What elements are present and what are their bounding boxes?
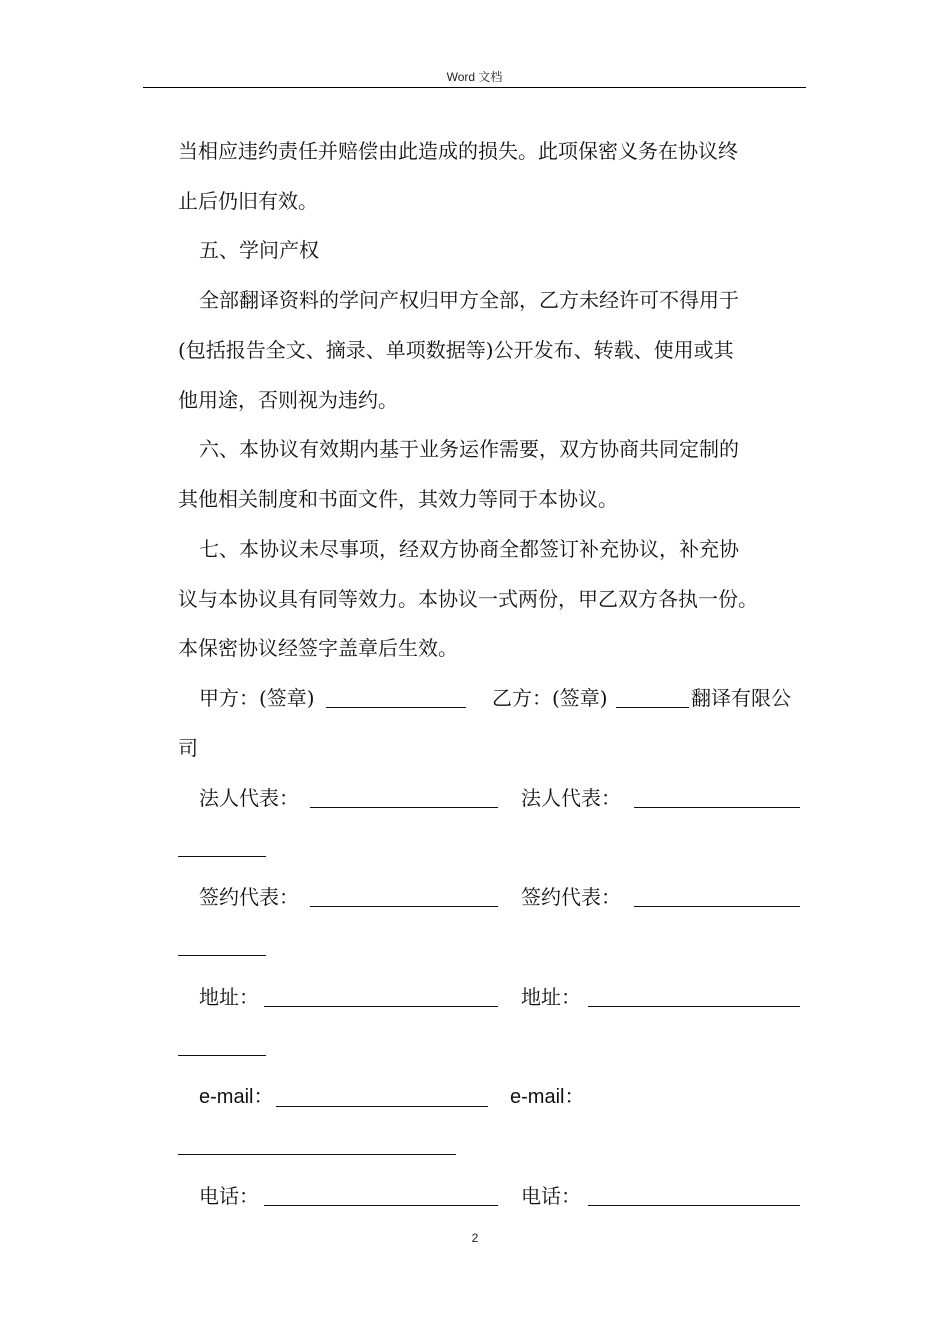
legal-rep-a-blank	[310, 787, 498, 808]
paragraph-line: 七、本协议未尽事项，经双方协商全都签订补充协议，补充协	[199, 537, 739, 561]
address-b-blank-wrap	[178, 1035, 266, 1056]
sign-rep-b-label: 签约代表：	[521, 885, 621, 909]
paragraph-line: 他用途，否则视为违约。	[178, 388, 398, 412]
address-a-label: 地址：	[199, 985, 259, 1009]
party-b-label: 乙方：(签章)	[492, 686, 608, 710]
email-a-label: e-mail：	[199, 1086, 274, 1108]
legal-rep-b-label: 法人代表：	[521, 786, 621, 810]
phone-a-label: 电话：	[199, 1184, 259, 1208]
sign-rep-a-label: 签约代表：	[199, 885, 299, 909]
paragraph-line: 六、本协议有效期内基于业务运作需要，双方协商共同定制的	[199, 437, 739, 461]
paragraph-line: 本保密协议经签字盖章后生效。	[178, 636, 458, 660]
address-a-blank	[264, 986, 498, 1007]
party-b-company: 翻译有限公	[691, 686, 791, 710]
header-rule	[143, 87, 806, 88]
legal-rep-b-blank-wrap	[178, 836, 266, 857]
page-number: 2	[471, 1231, 479, 1245]
party-b-blank	[616, 687, 689, 708]
sign-rep-b-blank	[634, 886, 800, 907]
email-b-label: e-mail：	[510, 1086, 585, 1108]
party-a-label: 甲方：(签章)	[199, 686, 315, 710]
paragraph-line: 止后仍旧有效。	[178, 189, 318, 213]
sign-rep-b-blank-wrap	[178, 935, 266, 956]
phone-b-blank	[588, 1185, 800, 1206]
paragraph-line: 当相应违约责任并赔偿由此造成的损失。此项保密义务在协议终	[178, 139, 738, 163]
section-heading: 五、学问产权	[199, 238, 319, 262]
paragraph-line: (包括报告全文、摘录、单项数据等)公开发布、转载、使用或其	[178, 338, 734, 362]
email-a-blank	[276, 1086, 488, 1107]
page-header: Word 文档	[446, 70, 503, 84]
phone-a-blank	[264, 1185, 498, 1206]
party-a-blank	[326, 687, 466, 708]
sign-rep-a-blank	[310, 886, 498, 907]
legal-rep-b-blank	[634, 787, 800, 808]
address-b-label: 地址：	[521, 985, 581, 1009]
legal-rep-a-label: 法人代表：	[199, 786, 299, 810]
paragraph-line: 其他相关制度和书面文件，其效力等同于本协议。	[178, 487, 618, 511]
address-b-blank	[588, 986, 800, 1007]
party-b-company-wrap: 司	[178, 736, 198, 760]
paragraph-line: 全部翻译资料的学问产权归甲方全部，乙方未经许可不得用于	[199, 288, 739, 312]
phone-b-label: 电话：	[521, 1184, 581, 1208]
paragraph-line: 议与本协议具有同等效力。本协议一式两份，甲乙双方各执一份。	[178, 587, 758, 611]
email-b-blank-wrap	[178, 1134, 456, 1155]
